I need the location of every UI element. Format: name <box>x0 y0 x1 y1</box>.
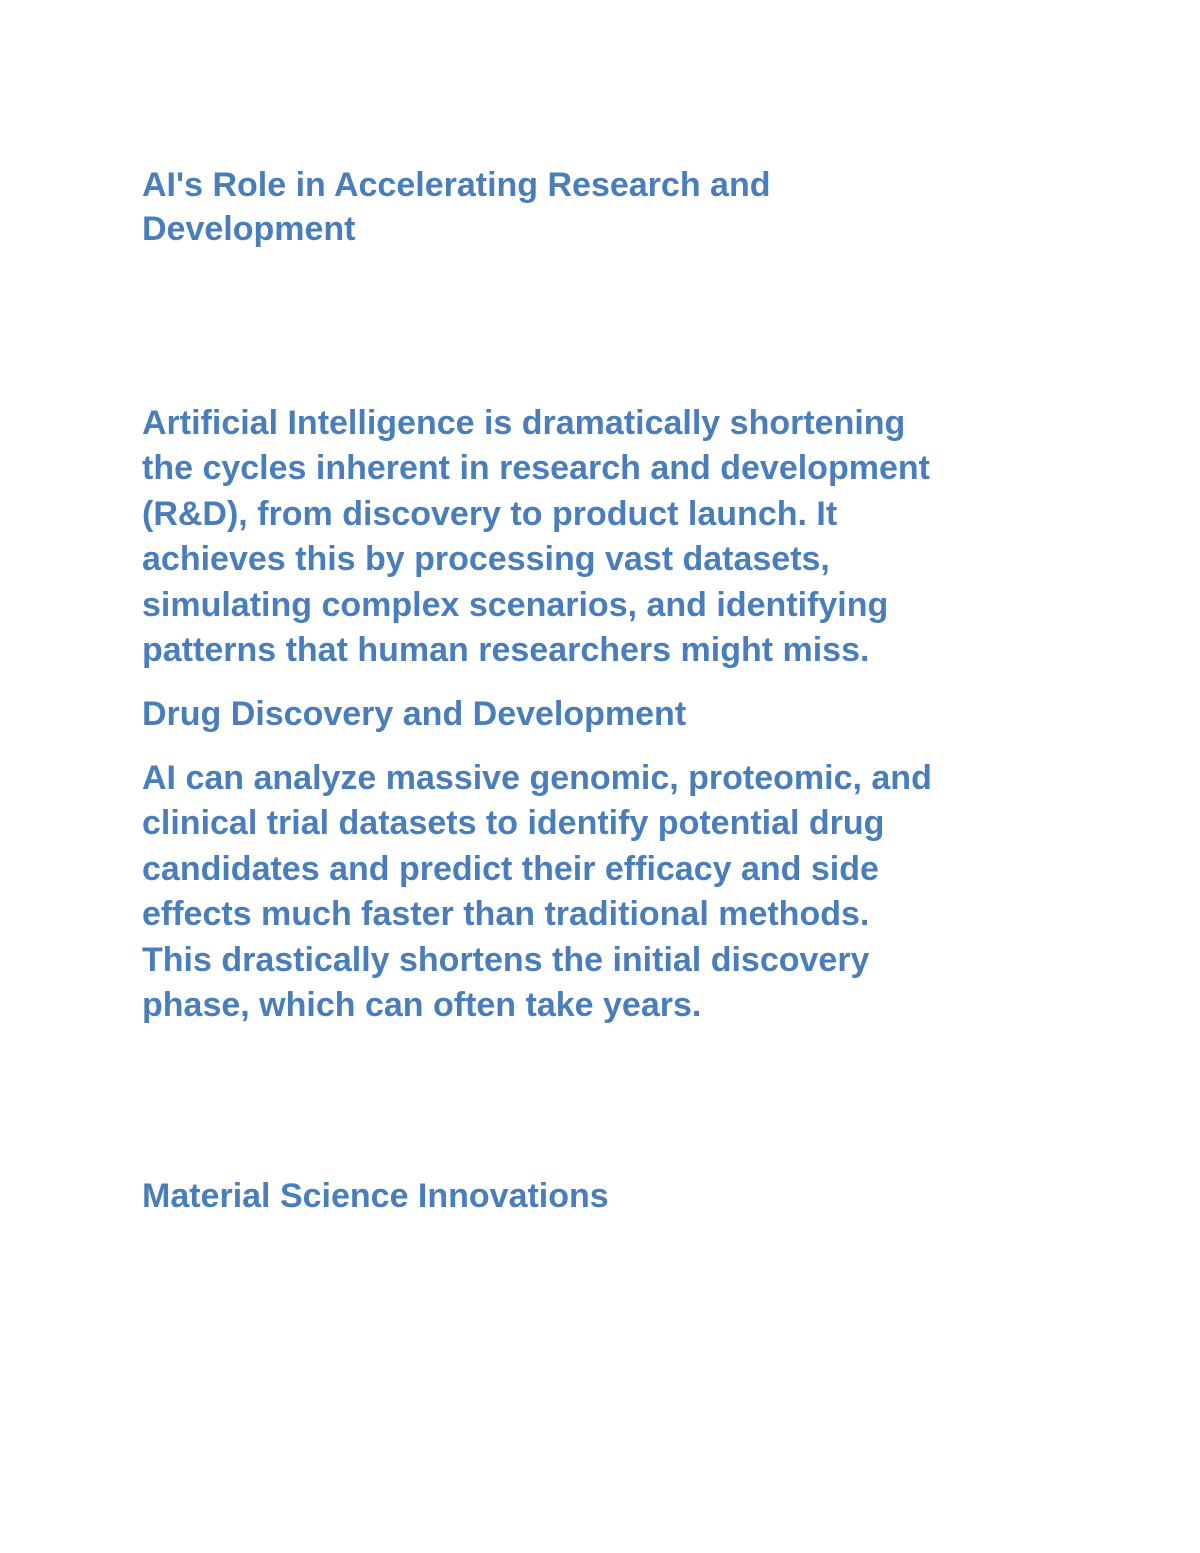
section-heading-material-science: Material Science Innovations <box>142 1177 609 1215</box>
drug-discovery-line: This drastically shortens the initial discovery <box>142 940 870 979</box>
drug-discovery-line: candidates and predict their efficacy and side <box>142 849 879 888</box>
drug-discovery-line: clinical trial datasets to identify potential drug <box>142 804 885 843</box>
drug-discovery-paragraph <box>142 756 932 1028</box>
intro-paragraph <box>142 401 930 673</box>
drug-discovery-line: phase, which can often take years. <box>142 986 702 1025</box>
drug-discovery-line: effects much faster than traditional methods. <box>142 895 870 934</box>
document-title-line-1: AI's Role in Accelerating Research and <box>142 166 771 204</box>
document-title <box>142 163 771 251</box>
intro-line: simulating complex scenarios, and identifying <box>142 585 889 624</box>
intro-line: the cycles inherent in research and development <box>142 449 930 488</box>
intro-line: Artificial Intelligence is dramatically shortening <box>142 404 906 442</box>
intro-line: (R&D), from discovery to product launch. It <box>142 494 838 533</box>
section-heading-drug-discovery: Drug Discovery and Development <box>142 695 687 733</box>
document-title-line-2: Development <box>142 210 356 248</box>
intro-line: patterns that human researchers might miss. <box>142 631 870 670</box>
drug-discovery-line: AI can analyze massive genomic, proteomic, and <box>142 759 932 797</box>
intro-line: achieves this by processing vast datasets, <box>142 540 830 579</box>
